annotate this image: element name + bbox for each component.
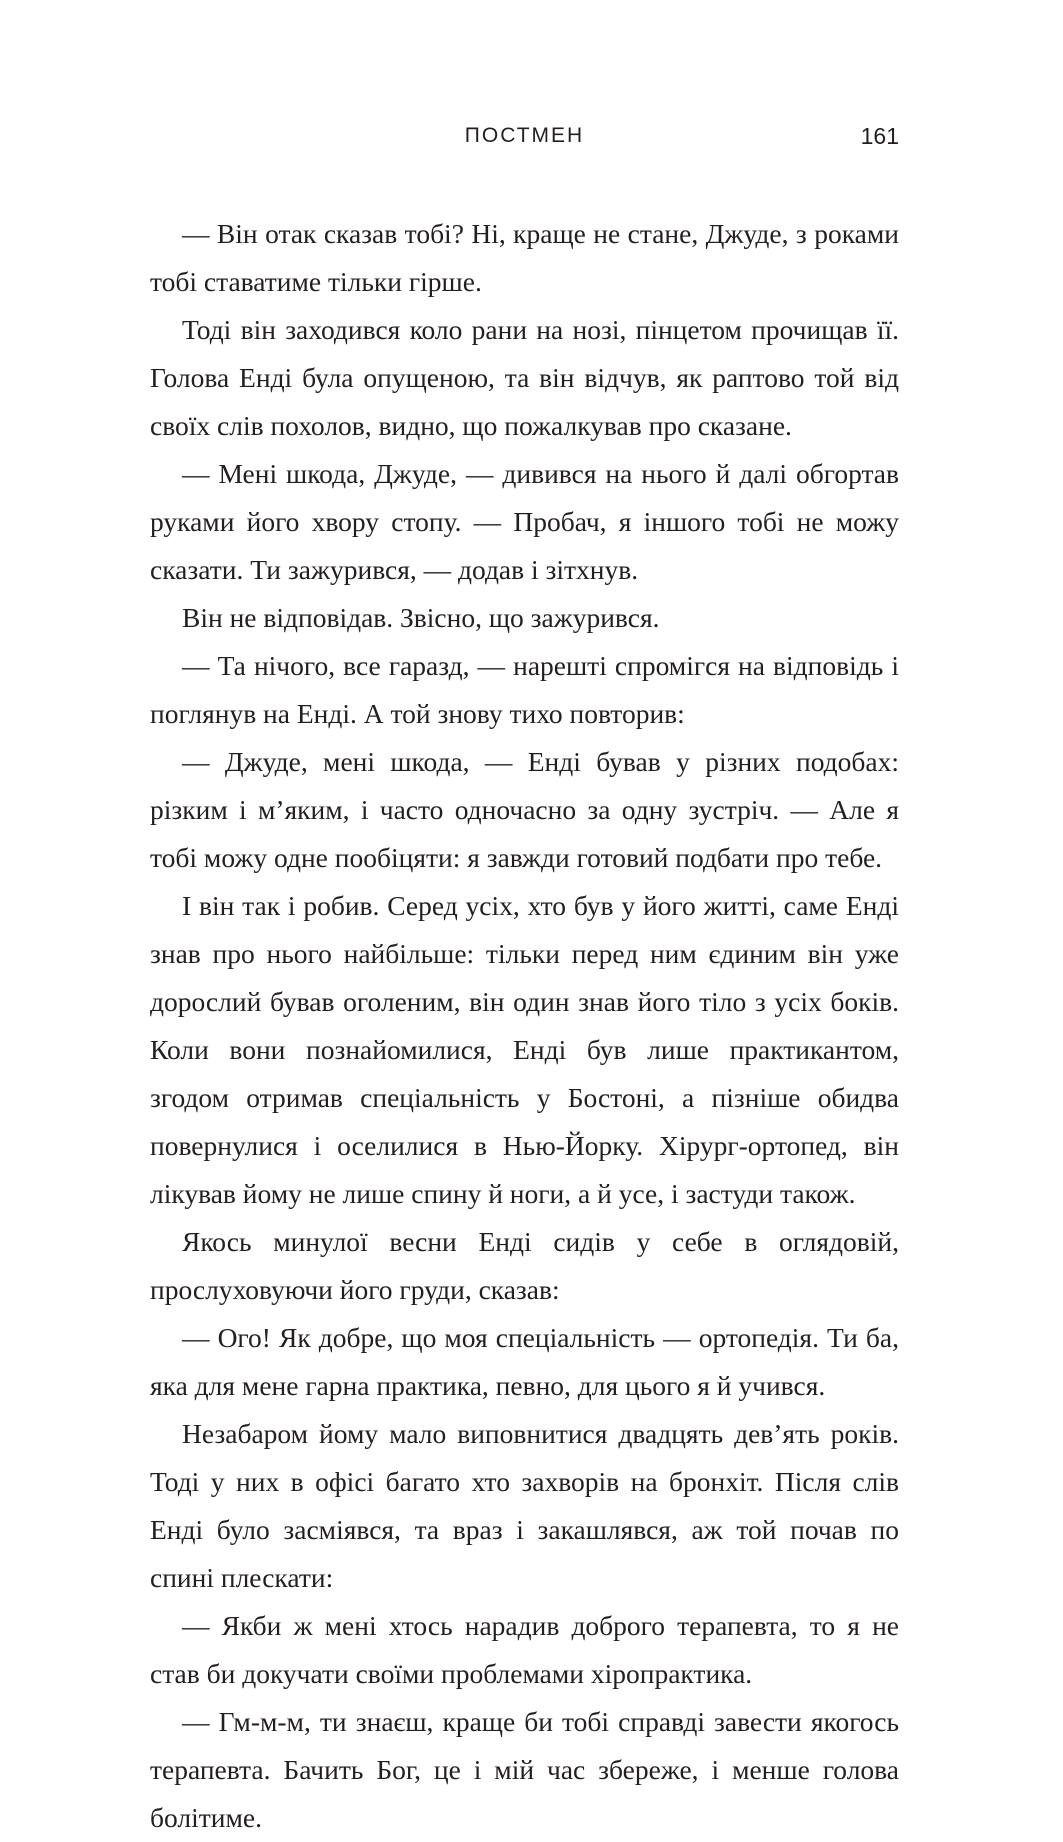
paragraph: — Якби ж мені хтось нарадив доброго терапевта, то я не став би докучати своїми проблемами хіропрактика. — [150, 1610, 899, 1689]
paragraph: Якось минулої весни Енді сидів у себе в оглядовій, прослуховуючи його груди, сказав: — [150, 1226, 899, 1305]
paragraph: Він не відповідав. Звісно, що зажурився. — [182, 602, 660, 633]
paragraph: — Мені шкода, Джуде, — дивився на нього й далі обгортав руками його хвору стопу. — Пробач, я іншого тобі не можу сказати. Ти зажурився, — додав і зітхнув. — [150, 458, 899, 585]
running-head — [150, 116, 899, 156]
page-number: 161 — [860, 123, 899, 149]
paragraph: — Гм-м-м, ти знаєш, краще би тобі справді завести якогось терапевта. Бачить Бог, це і мій час збереже, і менше голова болітиме. — [150, 1706, 899, 1833]
paragraph: Незабаром йому мало виповнитися двадцять дев’ять років. Тоді у них в офісі багато хто захворів на бронхіт. Після слів Енді було засміявся, та враз і закашлявся, аж той почав по спині плескати: — [150, 1418, 899, 1593]
paragraph: — Та нічого, все гаразд, — нарешті спромігся на відповідь і поглянув на Енді. А той знову тихо повторив: — [150, 650, 899, 729]
body-text — [150, 210, 899, 1842]
paragraph: Тоді він заходився коло рани на нозі, пінцетом прочищав її. Голова Енді була опущеною, та він відчув, як раптово той від своїх слів похолов, видно, що пожалкував про сказане. — [150, 314, 899, 441]
paragraph: — Джуде, мені шкода, — Енді бував у різних подобах: різким і м’яким, і часто одночасно за одну зустріч. — Але я тобі можу одне пообіцяти: я завжди готовий подбати про тебе. — [150, 746, 899, 873]
paragraph: — Він отак сказав тобі? Ні, краще не стане, Джуде, з роками тобі ставатиме тільки гірше. — [150, 218, 899, 297]
paragraph: — Ого! Як добре, що моя спеціальність — ортопедія. Ти ба, яка для мене гарна практика, певно, для цього я й учився. — [150, 1322, 899, 1401]
running-title: ПОСТМЕН — [464, 124, 585, 147]
paragraph: І він так і робив. Серед усіх, хто був у його житті, саме Енді знав про нього найбільше: тільки перед ним єдиним він уже дорослий бував оголеним, він один знав його тіло з усіх боків. Коли вони познайомилися, Енді був лише практикантом, згодом отримав спеціальність у Бостоні, а пізніше обидва повернулися і оселилися в Нью-Йорку. Хірург-ортопед, він лікував йому не лише спину й ноги, а й усе, і застуди також. — [150, 890, 899, 1209]
